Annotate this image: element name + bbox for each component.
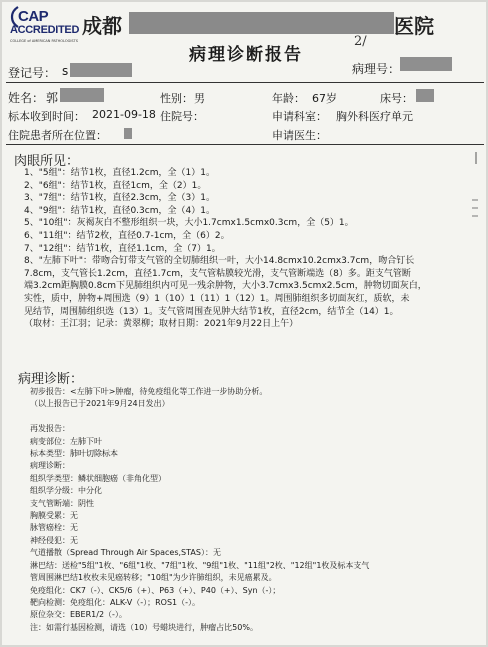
report-page (2, 2, 486, 645)
age-value: 67岁 (312, 92, 337, 105)
diagnosis-line (30, 411, 480, 423)
hospital-name-left: 成都 (82, 14, 122, 38)
dept-label: 申请科室： (272, 110, 327, 123)
diagnosis-line: 气道播散（Spread Through Air Spaces,STAS）：无 (30, 548, 221, 558)
gross-item-8-line: （取材：王江羽；记录：黄翠柳；取材日期：2021年9月22日上午） (24, 319, 299, 330)
diagnosis-line: 标本类型：肺叶切除标本 (30, 449, 118, 459)
divider-top (6, 82, 484, 83)
gross-item: 7、"12组"：结节1枚，直径1.1cm，全（7）1。 (24, 243, 221, 254)
gross-item: 5、"10组"：灰褐灰白不整形组织一块，大小1.7cmx1.5cmx0.3cm，全（5）1。 (24, 218, 354, 229)
gross-item: 6、"11组"：结节2枚，直径0.7-1cm，全（6）2。 (24, 230, 230, 241)
gross-item-8-line: 8、"左肺下叶"：带吻合钉带支气管的全切肺组织一叶，大小14.8cmx10.2cmx3.7cm，吻合钉长 (24, 256, 415, 267)
diagnosis-line: 注：如需行基因检测，请选（10）号蜡块进行，肿瘤占比50%。 (30, 622, 258, 632)
gross-item: 2、"6组"：结节1枚，直径1cm，全（2）1。 (24, 180, 207, 191)
age-label: 年龄： (272, 92, 305, 105)
reg-value: s (62, 64, 69, 78)
diagnosis-line: 脉管癌栓：无 (30, 523, 78, 533)
handwritten-mark: 2/ (354, 34, 367, 49)
redaction-bed (416, 89, 434, 102)
diagnosis-line: 组织学分级：中分化 (30, 486, 102, 496)
doctor-label: 申请医生： (272, 129, 327, 142)
redaction-ward (124, 128, 132, 139)
diagnosis-line: 病变部位：左肺下叶 (30, 436, 102, 446)
redaction-path-no (400, 57, 452, 71)
diagnosis-line: 初步报告：<左肺下叶>肿瘤，待免疫组化等工作进一步协助分析。 (30, 387, 268, 396)
name-value: 郭 (46, 91, 59, 105)
logo-accredited-text: ACCREDITED (10, 24, 80, 36)
gross-item: 3、"7组"：结节1枚，直径2.3cm，全（3）1。 (24, 193, 215, 204)
gross-item-8-line: 端3.2cm距胸膜0.8cm下见肺组织内可见一残余肿物，大小3.7cmx3.5cmx2.5cm，肿物切面灰白， (24, 281, 427, 292)
diagnosis-line: 原位杂交：EBER1/2（-）。 (30, 610, 127, 620)
gross-title: 肉眼所见： (14, 154, 80, 169)
hospital-name-right: 医院 (394, 14, 434, 38)
diagnosis-line: 组织学类型：鳞状细胞癌（非角化型） (30, 473, 166, 483)
diagnosis-line: 支气管断端：阴性 (30, 498, 94, 508)
path-no-label: 病理号： (352, 62, 401, 76)
gross-item-8-line: 实性，质中，肿物+周围选（9）1（10）1（11）1（12）1。周围肺组织多切面灰红，质软，未 (24, 293, 410, 304)
diagnosis-line: 淋巴结：送检"5组"1枚、"6组"1枚、"7组"1枚、"9组"1枚、"11组"2枚、"12组"1枚及标本支气 (30, 560, 370, 570)
inpatient-label: 住院号： (160, 110, 204, 123)
diagnosis-line: 靶向检测：免疫组化：ALK-V（-）；ROS1（-）。 (30, 597, 201, 607)
report-title: 病理诊断报告 (189, 45, 303, 65)
gross-item-8-line: 7.8cm，支气管长1.2cm，直径1.7cm，支气管粘膜较光滑，支气管断端选（8）多。距支气管断 (24, 268, 411, 279)
recv-value: 2021-09-18 (92, 108, 156, 121)
bed-label: 床号： (380, 92, 413, 105)
dept-value: 胸外科医疗单元 (336, 110, 413, 123)
name-label: 姓名： (8, 91, 45, 105)
diagnosis-line: 胸膜受累：无 (30, 511, 78, 521)
logo-tiny-text: COLLEGE of AMERICAN PATHOLOGISTS (10, 39, 78, 43)
gross-item-8-line: 见结节，周围肺组织选（13）1。支气管周围查见肿大结节1枚，直径2cm，结节全（14）1。 (24, 306, 399, 317)
sex-value: 男 (194, 92, 205, 105)
diagnosis-body (30, 386, 480, 634)
sex-label: 性别： (160, 92, 193, 105)
redaction-hospital (129, 12, 394, 34)
diagnosis-line: 神经侵犯：无 (30, 535, 78, 545)
recv-label: 标本收到时间： (8, 110, 85, 123)
diagnosis-title: 病理诊断： (18, 372, 84, 387)
divider-meta (6, 144, 484, 145)
logo-cap-text: CAP (18, 8, 49, 25)
gross-item: 4、"9组"：结节1枚，直径0.3cm，全（4）1。 (24, 205, 215, 216)
gross-items (24, 167, 479, 331)
redaction-reg (70, 63, 132, 77)
diagnosis-line: 再发报告： (30, 424, 70, 434)
diagnosis-line: 免疫组化：CK7（-）、CK5/6（+）、P63（+）、P40（+）、Syn（-）； (30, 585, 281, 595)
diagnosis-line: 管周围淋巴结1枚枚未见癌转移；"10组"为少许肺组织，未见癌累及。 (30, 573, 277, 583)
ward-label: 住院患者所在位置： (8, 129, 107, 142)
gross-item: 1、"5组"：结节1枚，直径1.2cm，全（1）1。 (24, 168, 215, 178)
diagnosis-line: 病理诊断： (30, 461, 70, 471)
redaction-name (60, 88, 104, 102)
reg-label: 登记号： (8, 66, 57, 80)
diagnosis-line: （以上报告已于2021年9月24日发出） (30, 399, 170, 409)
